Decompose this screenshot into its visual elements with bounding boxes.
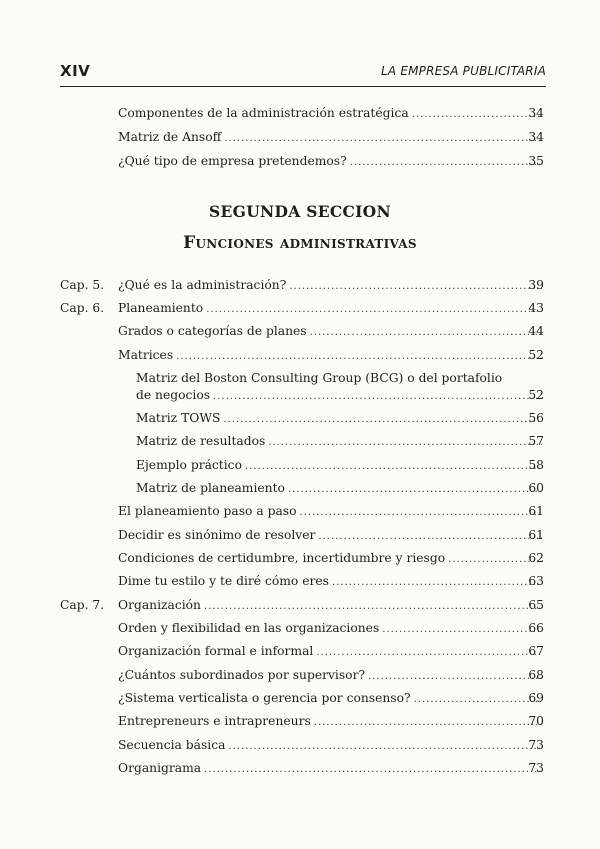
toc-entry: Componentes de la administración estratégica ..... 34 [118,104,544,122]
toc-chapter-entry: ¿Qué es la administración? ..... 39 [118,276,544,294]
running-header [60,60,546,87]
toc-page: 73 [528,761,544,775]
toc-page: 58 [528,458,544,472]
toc-entry: ¿Qué tipo de empresa pretendemos? ..... 35 [118,152,544,170]
toc-page: 39 [528,278,544,292]
toc-page: 34 [528,130,544,144]
toc-entry: El planeamiento paso a paso ..... 61 [118,502,544,520]
toc-subentry-line1: Matriz del Boston Consulting Group (BCG) o del portafolio [136,371,503,385]
toc-entry: Dime tu estilo y te diré cómo eres ..... 63 [118,572,544,590]
toc-page: 34 [528,106,544,120]
toc-page: 66 [528,621,544,635]
toc-chapter-entry: Planeamiento ..... 43 [118,299,544,317]
chapter-label: Cap. 7. [60,598,105,612]
toc-entry: ¿Cuántos subordinados por supervisor? ..... 68 [118,666,544,684]
toc-page: 57 [528,434,544,448]
toc-entry: Matriz de Ansoff ..... 34 [118,128,544,146]
toc-page: 65 [528,598,544,612]
toc-page: 70 [528,714,544,728]
toc-page: 60 [528,481,544,495]
toc-page: 68 [528,668,544,682]
running-title: LA EMPRESA PUBLICITARIA [381,64,546,78]
toc-page: 61 [528,528,544,542]
toc-page: 63 [528,574,544,588]
toc-entry: Grados o categorías de planes ..... 44 [118,322,544,340]
toc-entry: Organización formal e informal ..... 67 [118,642,544,660]
toc-page: 56 [528,411,544,425]
toc-page: 73 [528,738,544,752]
toc-entry: Condiciones de certidumbre, incertidumbre y riesgo ..... 62 [118,549,544,567]
toc-subentry: Matriz de resultados ..... 57 [136,432,544,450]
toc-subentry: de negocios ..... 52 [136,386,544,404]
toc-page: 52 [528,348,544,362]
toc-subentry: Matriz de planeamiento ..... 60 [136,479,544,497]
toc-entry: Entrepreneurs e intrapreneurs ..... 70 [118,712,544,730]
page-number: XIV [60,62,91,80]
toc-entry: Secuencia básica ..... 73 [118,736,544,754]
toc-page: 69 [528,691,544,705]
toc-chapter-entry: Organización ..... 65 [118,596,544,614]
toc-subentry: Ejemplo práctico ..... 58 [136,456,544,474]
toc-entry: ¿Sistema verticalista o gerencia por consenso? ..... 69 [118,689,544,707]
toc-page: 35 [528,154,544,168]
toc-page: 52 [528,388,544,402]
toc-entry: Decidir es sinónimo de resolver ..... 61 [118,526,544,544]
chapter-label: Cap. 5. [60,278,105,292]
toc-page: 61 [528,504,544,518]
toc-entry: Matrices ..... 52 [118,346,544,364]
section-subtitle: Funciones administrativas [183,233,417,253]
section-title: SEGUNDA SECCION [209,202,391,221]
toc-entry: Orden y flexibilidad en las organizaciones ..... 66 [118,619,544,637]
toc-page: 43 [528,301,544,315]
toc-page: 62 [528,551,544,565]
toc-subentry: Matriz TOWS ..... 56 [136,409,544,427]
toc-page: 44 [528,324,544,338]
toc-page: 67 [528,644,544,658]
chapter-label: Cap. 6. [60,301,105,315]
toc-entry: Organigrama ..... 73 [118,759,544,777]
